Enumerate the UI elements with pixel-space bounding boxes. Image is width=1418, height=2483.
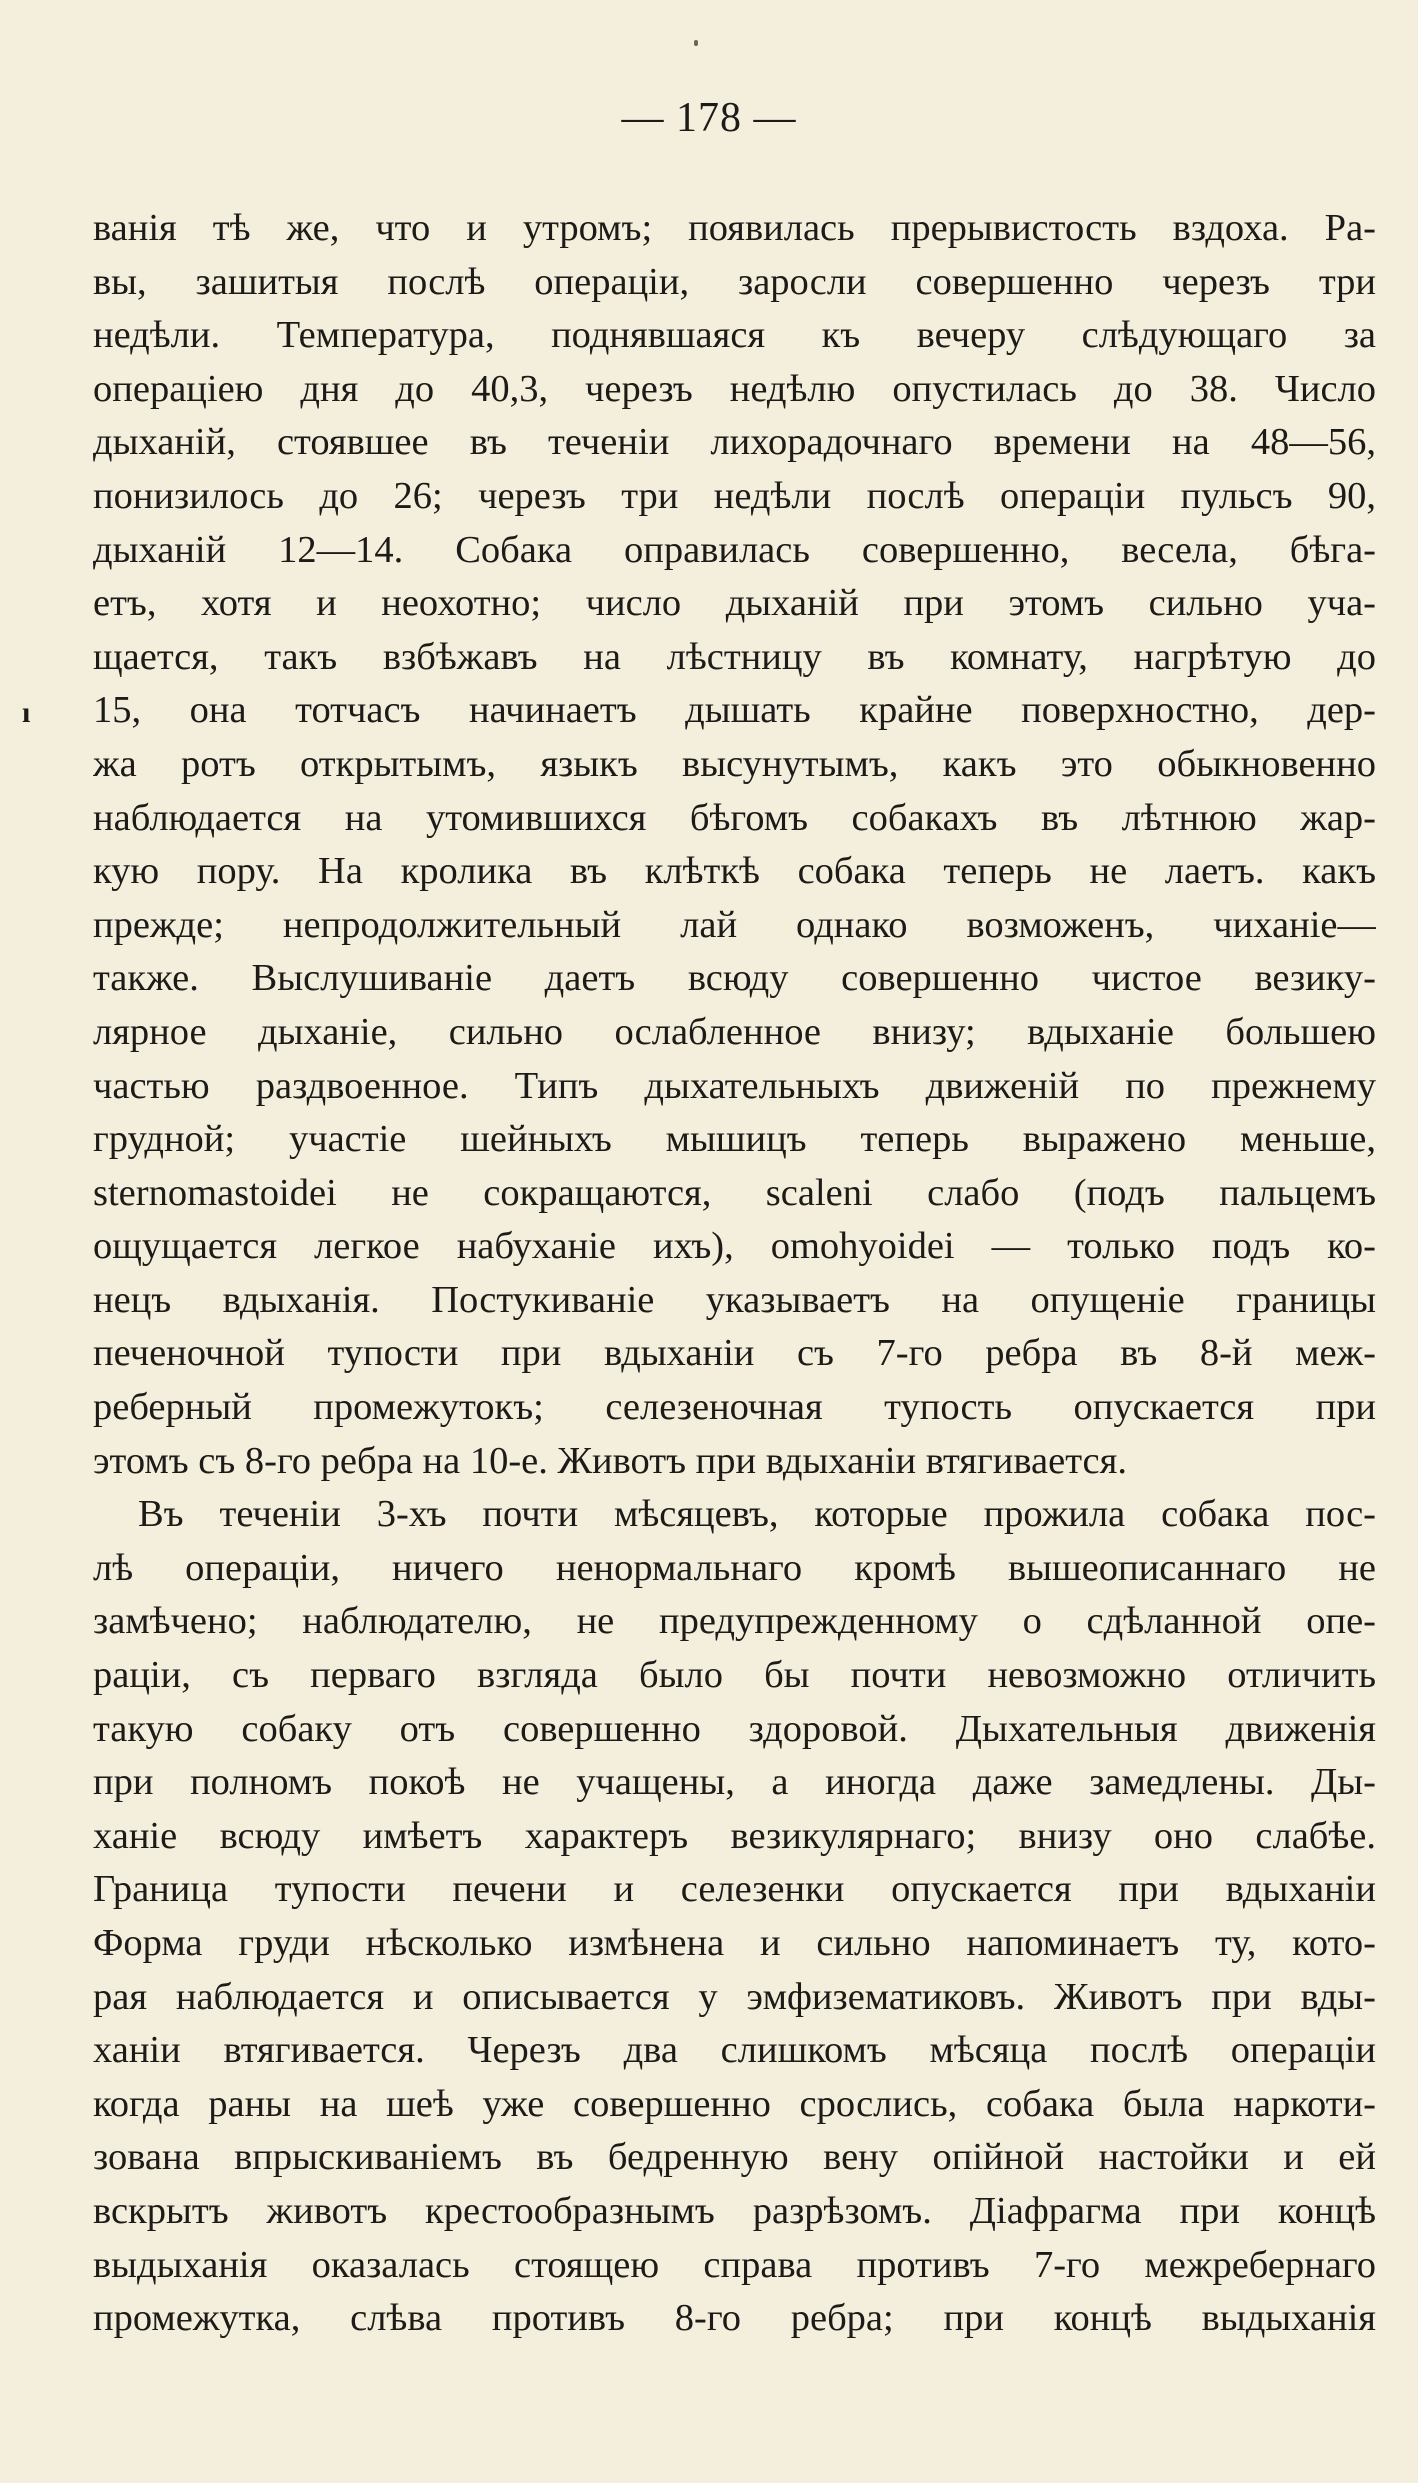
ink-speck — [694, 40, 698, 46]
text-line: нецъ вдыханія. Постукиваніе указываетъ на опущеніе границы — [93, 1278, 1376, 1321]
text-line: ханіи втягивается. Черезъ два слишкомъ мѣсяца послѣ операціи — [93, 2029, 1376, 2072]
text-line: лярное дыханіе, сильно ослабленное внизу; вдыханіе большею — [93, 1010, 1376, 1053]
text-line: грудной; участіе шейныхъ мышицъ теперь выражено меньше, — [93, 1118, 1376, 1161]
text-line: дыханій, стоявшее въ теченіи лихорадочнаго времени на 48—56, — [93, 421, 1376, 464]
text-line: когда раны на шеѣ уже совершенно срослись, собака была наркоти- — [93, 2082, 1376, 2125]
text-line: раціи, съ перваго взгляда было бы почти невозможно отличить — [93, 1654, 1376, 1697]
text-line: замѣчено; наблюдателю, не предупрежденному о сдѣланной опе- — [93, 1600, 1376, 1643]
text-line: недѣли. Температура, поднявшаяся къ вечеру слѣдующаго за — [93, 314, 1376, 357]
text-line: Граница тупости печени и селезенки опускается при вдыханіи — [93, 1868, 1376, 1911]
paragraph-start-line: Въ теченіи 3-хъ почти мѣсяцевъ, которые прожила собака пос- — [138, 1493, 1376, 1536]
text-line: операціею дня до 40,3, черезъ недѣлю опустилась до 38. Число — [93, 367, 1376, 410]
text-line: 15, она тотчасъ начинаетъ дышать крайне поверхностно, дер- — [93, 689, 1376, 732]
text-line: кую пору. На кролика въ клѣткѣ собака теперь не лаетъ. какъ — [93, 850, 1376, 893]
text-line: реберный промежутокъ; селезеночная тупость опускается при — [93, 1386, 1376, 1429]
text-line: Форма груди нѣсколько измѣнена и сильно напоминаетъ ту, кото- — [93, 1922, 1376, 1964]
text-line: промежутка, слѣва противъ 8-го ребра; при концѣ выдыханія — [93, 2297, 1376, 2340]
text-line: дыханій 12—14. Собака оправилась совершенно, весела, бѣга- — [93, 528, 1376, 571]
text-line: наблюдается на утомившихся бѣгомъ собакахъ въ лѣтнюю жар- — [93, 796, 1376, 839]
text-line: также. Выслушиваніе даетъ всюду совершенно чистое везику- — [93, 957, 1376, 1000]
text-line: печеночной тупости при вдыханіи съ 7-го ребра въ 8-й меж- — [93, 1332, 1376, 1375]
text-line: жа ротъ открытымъ, языкъ высунутымъ, какъ это обыкновенно — [93, 742, 1376, 785]
text-line: выдыханія оказалась стоящею справа противъ 7-го межребернаго — [93, 2243, 1376, 2286]
text-line: вскрытъ животъ крестообразнымъ разрѣзомъ. Діафрагма при концѣ — [93, 2189, 1376, 2232]
text-line: рая наблюдается и описывается у эмфизематиковъ. Животъ при вды- — [93, 1975, 1376, 2018]
text-line: понизилось до 26; черезъ три недѣли послѣ операціи пульсъ 90, — [93, 474, 1376, 517]
margin-mark: ı — [22, 696, 31, 729]
text-line: зована впрыскиваніемъ въ бедренную вену опійной настойки и ей — [93, 2136, 1376, 2179]
body-text — [93, 202, 1376, 2346]
text-line: лѣ операціи, ничего ненормальнаго кромѣ вышеописаннаго не — [93, 1546, 1376, 1589]
text-line: частью раздвоенное. Типъ дыхательныхъ движеній по прежнему — [93, 1064, 1376, 1107]
text-line: вы, зашитыя послѣ операціи, заросли совершенно черезъ три — [93, 260, 1376, 303]
text-line: ощущается легкое набуханіе ихъ), omohyoidei — только подъ ко- — [93, 1225, 1376, 1268]
text-line: ванія тѣ же, что и утромъ; появилась прерывистость вздоха. Ра- — [93, 207, 1376, 249]
text-line: ханіе всюду имѣетъ характеръ везикулярнаго; внизу оно слабѣе. — [93, 1814, 1376, 1857]
text-line: етъ, хотя и неохотно; число дыханій при этомъ сильно уча- — [93, 582, 1376, 625]
text-line: при полномъ покоѣ не учащены, а иногда даже замедлены. Ды- — [93, 1761, 1376, 1804]
text-line: щается, такъ взбѣжавъ на лѣстницу въ комнату, нагрѣтую до — [93, 635, 1376, 678]
text-line: прежде; непродолжительный лай однако возможенъ, чиханіе— — [93, 903, 1376, 946]
text-line: этомъ съ 8-го ребра на 10-е. Животъ при вдыханіи втягивается. — [93, 1439, 1127, 1482]
text-line: такую собаку отъ совершенно здоровой. Дыхательныя движенія — [93, 1707, 1376, 1750]
page-number: — 178 — — [621, 95, 797, 141]
text-line: sternomastoidei не сокращаются, scaleni слабо (подъ пальцемъ — [93, 1171, 1376, 1214]
